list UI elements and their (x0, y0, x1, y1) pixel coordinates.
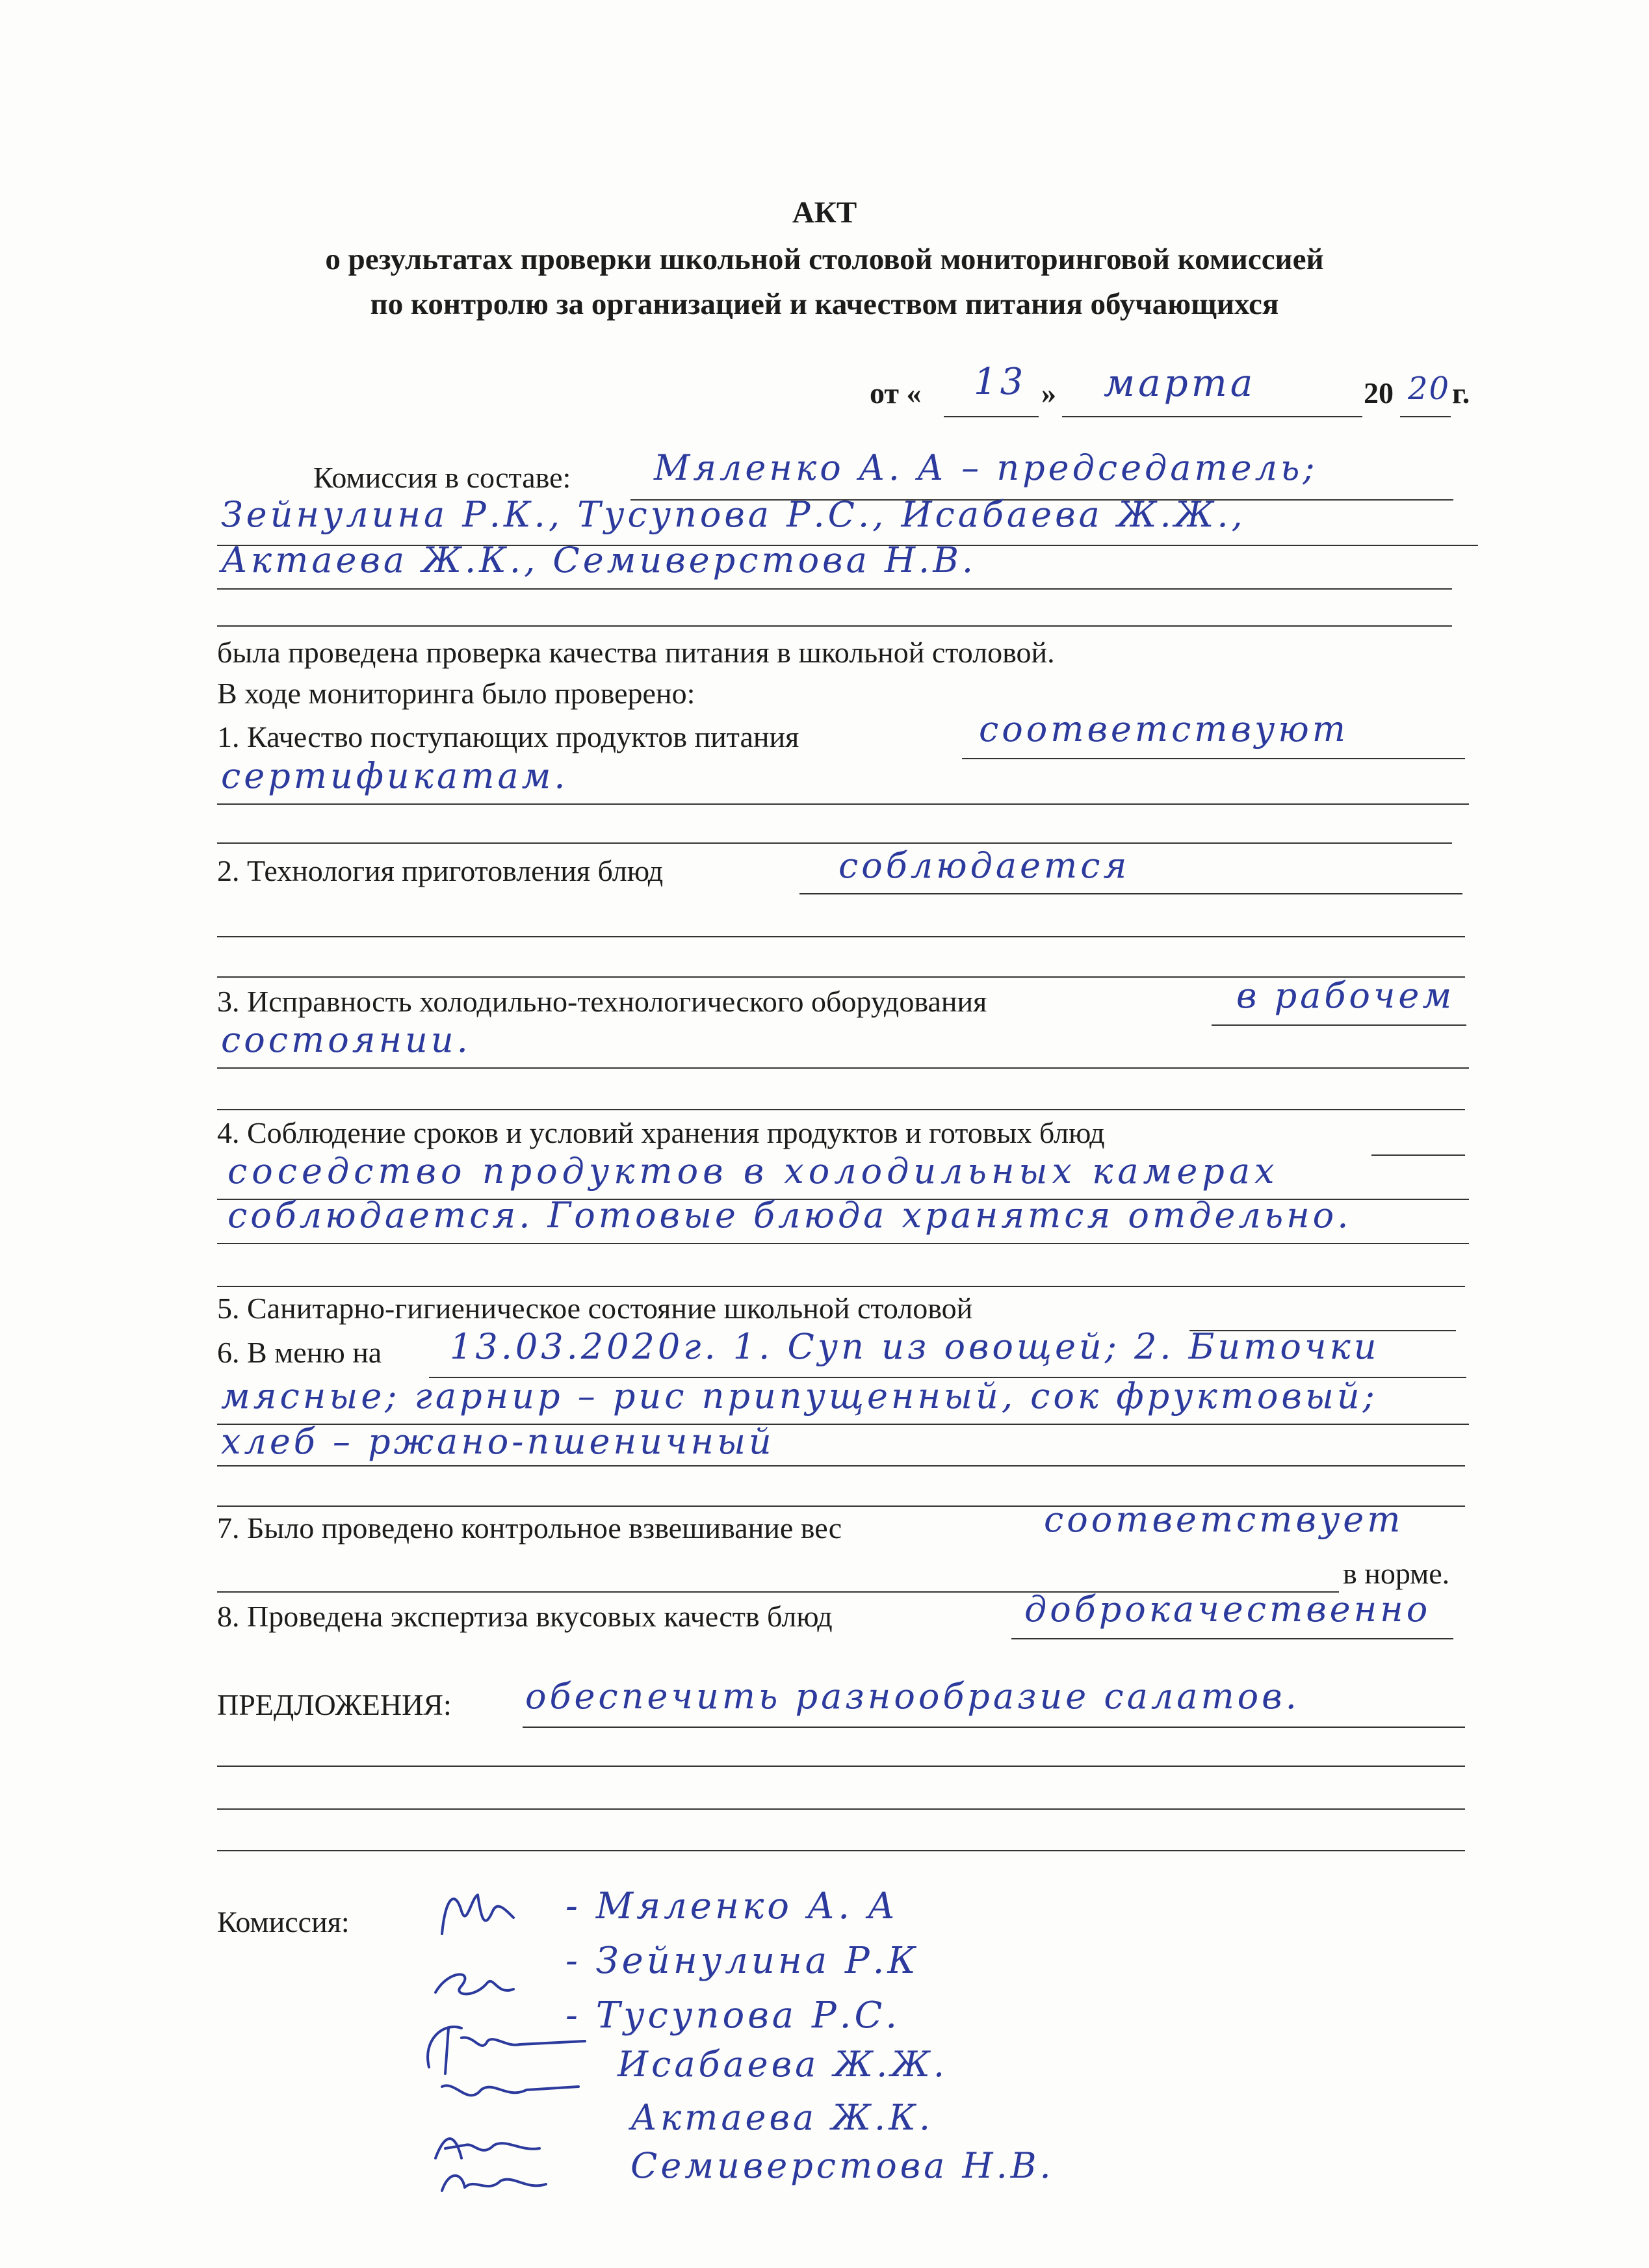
document-subtitle-line1: о результатах проверки школьной столовой мониторинговой комиссией (325, 242, 1324, 276)
document-title: АКТ (792, 196, 857, 229)
item-7-suffix: в норме. (1343, 1557, 1450, 1590)
commission-label: Комиссия в составе: (313, 461, 571, 494)
signature-3 (428, 2027, 585, 2074)
item-1-answer-1: соответствуют (979, 709, 1349, 749)
date-year-suffix: 20 (1408, 371, 1451, 407)
item-3-answer-1: в рабочем (1236, 975, 1455, 1016)
intro-text-2: В ходе мониторинга было проверено: (217, 677, 695, 710)
item-7-answer: соответствует (1044, 1499, 1404, 1540)
item-4-line-3 (217, 1243, 1469, 1244)
item-1-line-2 (217, 803, 1469, 805)
item-3-line-1 (1212, 1024, 1466, 1026)
item-6-answer-3: хлеб – ржано-пшеничный (221, 1421, 775, 1462)
item-1-answer-2: сертификатам. (221, 755, 569, 796)
date-year-line (1400, 416, 1451, 417)
item-5-label: 5. Санитарно-гигиеническое состояние школьной столовой (217, 1292, 973, 1325)
item-1-line-3 (217, 842, 1452, 844)
signature-2 (435, 1974, 513, 1994)
proposals-line-4 (217, 1850, 1465, 1851)
item-8-line (1011, 1638, 1453, 1639)
item-6-answer-2: мясные; гарнир – рис припущенный, сок фруктовый; (221, 1375, 1378, 1416)
signature-4 (442, 2085, 578, 2095)
signature-name-1: - Мяленко А. А (565, 1885, 899, 1927)
proposals-line-2 (217, 1766, 1465, 1767)
date-month: марта (1104, 361, 1256, 405)
item-4-line-4 (217, 1286, 1465, 1287)
item-6-line-3 (217, 1465, 1465, 1466)
signature-name-5: Актаева Ж.К. (630, 2097, 934, 2138)
item-2-line-2 (217, 936, 1465, 937)
item-2-answer: соблюдается (838, 845, 1130, 886)
proposals-line-1 (523, 1727, 1465, 1728)
item-6-answer-1: 13.03.2020г. 1. Суп из овощей; 2. Биточки (450, 1326, 1380, 1367)
signature-name-2: - Зейнулина Р.К (565, 1940, 919, 1982)
signature-1 (442, 1895, 513, 1934)
item-3-answer-2: состоянии. (221, 1019, 471, 1060)
item-4-answer-1: соседство продуктов в холодильных камерах (227, 1151, 1279, 1192)
item-4-label: 4. Соблюдение сроков и условий хранения продуктов и готовых блюд (217, 1116, 1105, 1149)
document-subtitle-line2: по контролю за организацией и качеством питания обучающихся (370, 287, 1279, 321)
item-6-label: 6. В меню на (217, 1336, 382, 1369)
proposals-label: ПРЕДЛОЖЕНИЯ: (217, 1688, 452, 1721)
commission-members-1: Мяленко А. А – председатель; (654, 447, 1318, 488)
proposals-text: обеспечить разнообразие салатов. (525, 1676, 1300, 1717)
date-month-line (1062, 416, 1362, 417)
date-mid: » (1041, 376, 1056, 410)
item-4-answer-2: соблюдается. Готовые блюда хранятся отдельно. (227, 1195, 1352, 1236)
date-year-prefix: 20 (1364, 376, 1394, 410)
item-8-label: 8. Проведена экспертиза вкусовых качеств блюд (217, 1600, 833, 1633)
signature-5 (435, 2139, 539, 2158)
item-1-label: 1. Качество поступающих продуктов питания (217, 720, 799, 753)
signature-6 (442, 2176, 546, 2191)
item-3-label: 3. Исправность холодильно-технологического оборудования (217, 985, 987, 1018)
item-4-line-1 (1371, 1154, 1465, 1156)
signature-name-4: Исабаева Ж.Ж. (617, 2044, 948, 2085)
item-3-line-2 (217, 1067, 1469, 1069)
commission-line-4 (217, 625, 1452, 627)
commission-members-3: Актаева Ж.К., Семиверстова Н.В. (221, 540, 977, 580)
commission-members-2: Зейнулина Р.К., Тусупова Р.С., Исабаева Ж.Ж., (221, 494, 1246, 535)
signature-name-3: - Тусупова Р.С. (565, 1994, 901, 2037)
signature-name-6: Семиверстова Н.В. (630, 2145, 1054, 2186)
date-day: 13 (974, 361, 1027, 403)
item-2-label: 2. Технология приготовления блюд (217, 854, 664, 887)
intro-text-1: была проведена проверка качества питания в школьной столовой. (217, 636, 1055, 669)
date-day-line (944, 416, 1039, 417)
item-7-label: 7. Было проведено контрольное взвешивание вес (217, 1511, 842, 1545)
date-prefix: от « (870, 376, 922, 410)
proposals-line-3 (217, 1808, 1465, 1810)
signatures-label: Комиссия: (217, 1905, 350, 1938)
date-year-end: г. (1452, 376, 1470, 410)
item-8-answer: доброкачественно (1024, 1589, 1431, 1630)
item-1-line-1 (962, 758, 1465, 759)
item-3-line-3 (217, 1109, 1465, 1110)
item-2-line-1 (799, 893, 1462, 894)
commission-line-3 (217, 588, 1452, 590)
